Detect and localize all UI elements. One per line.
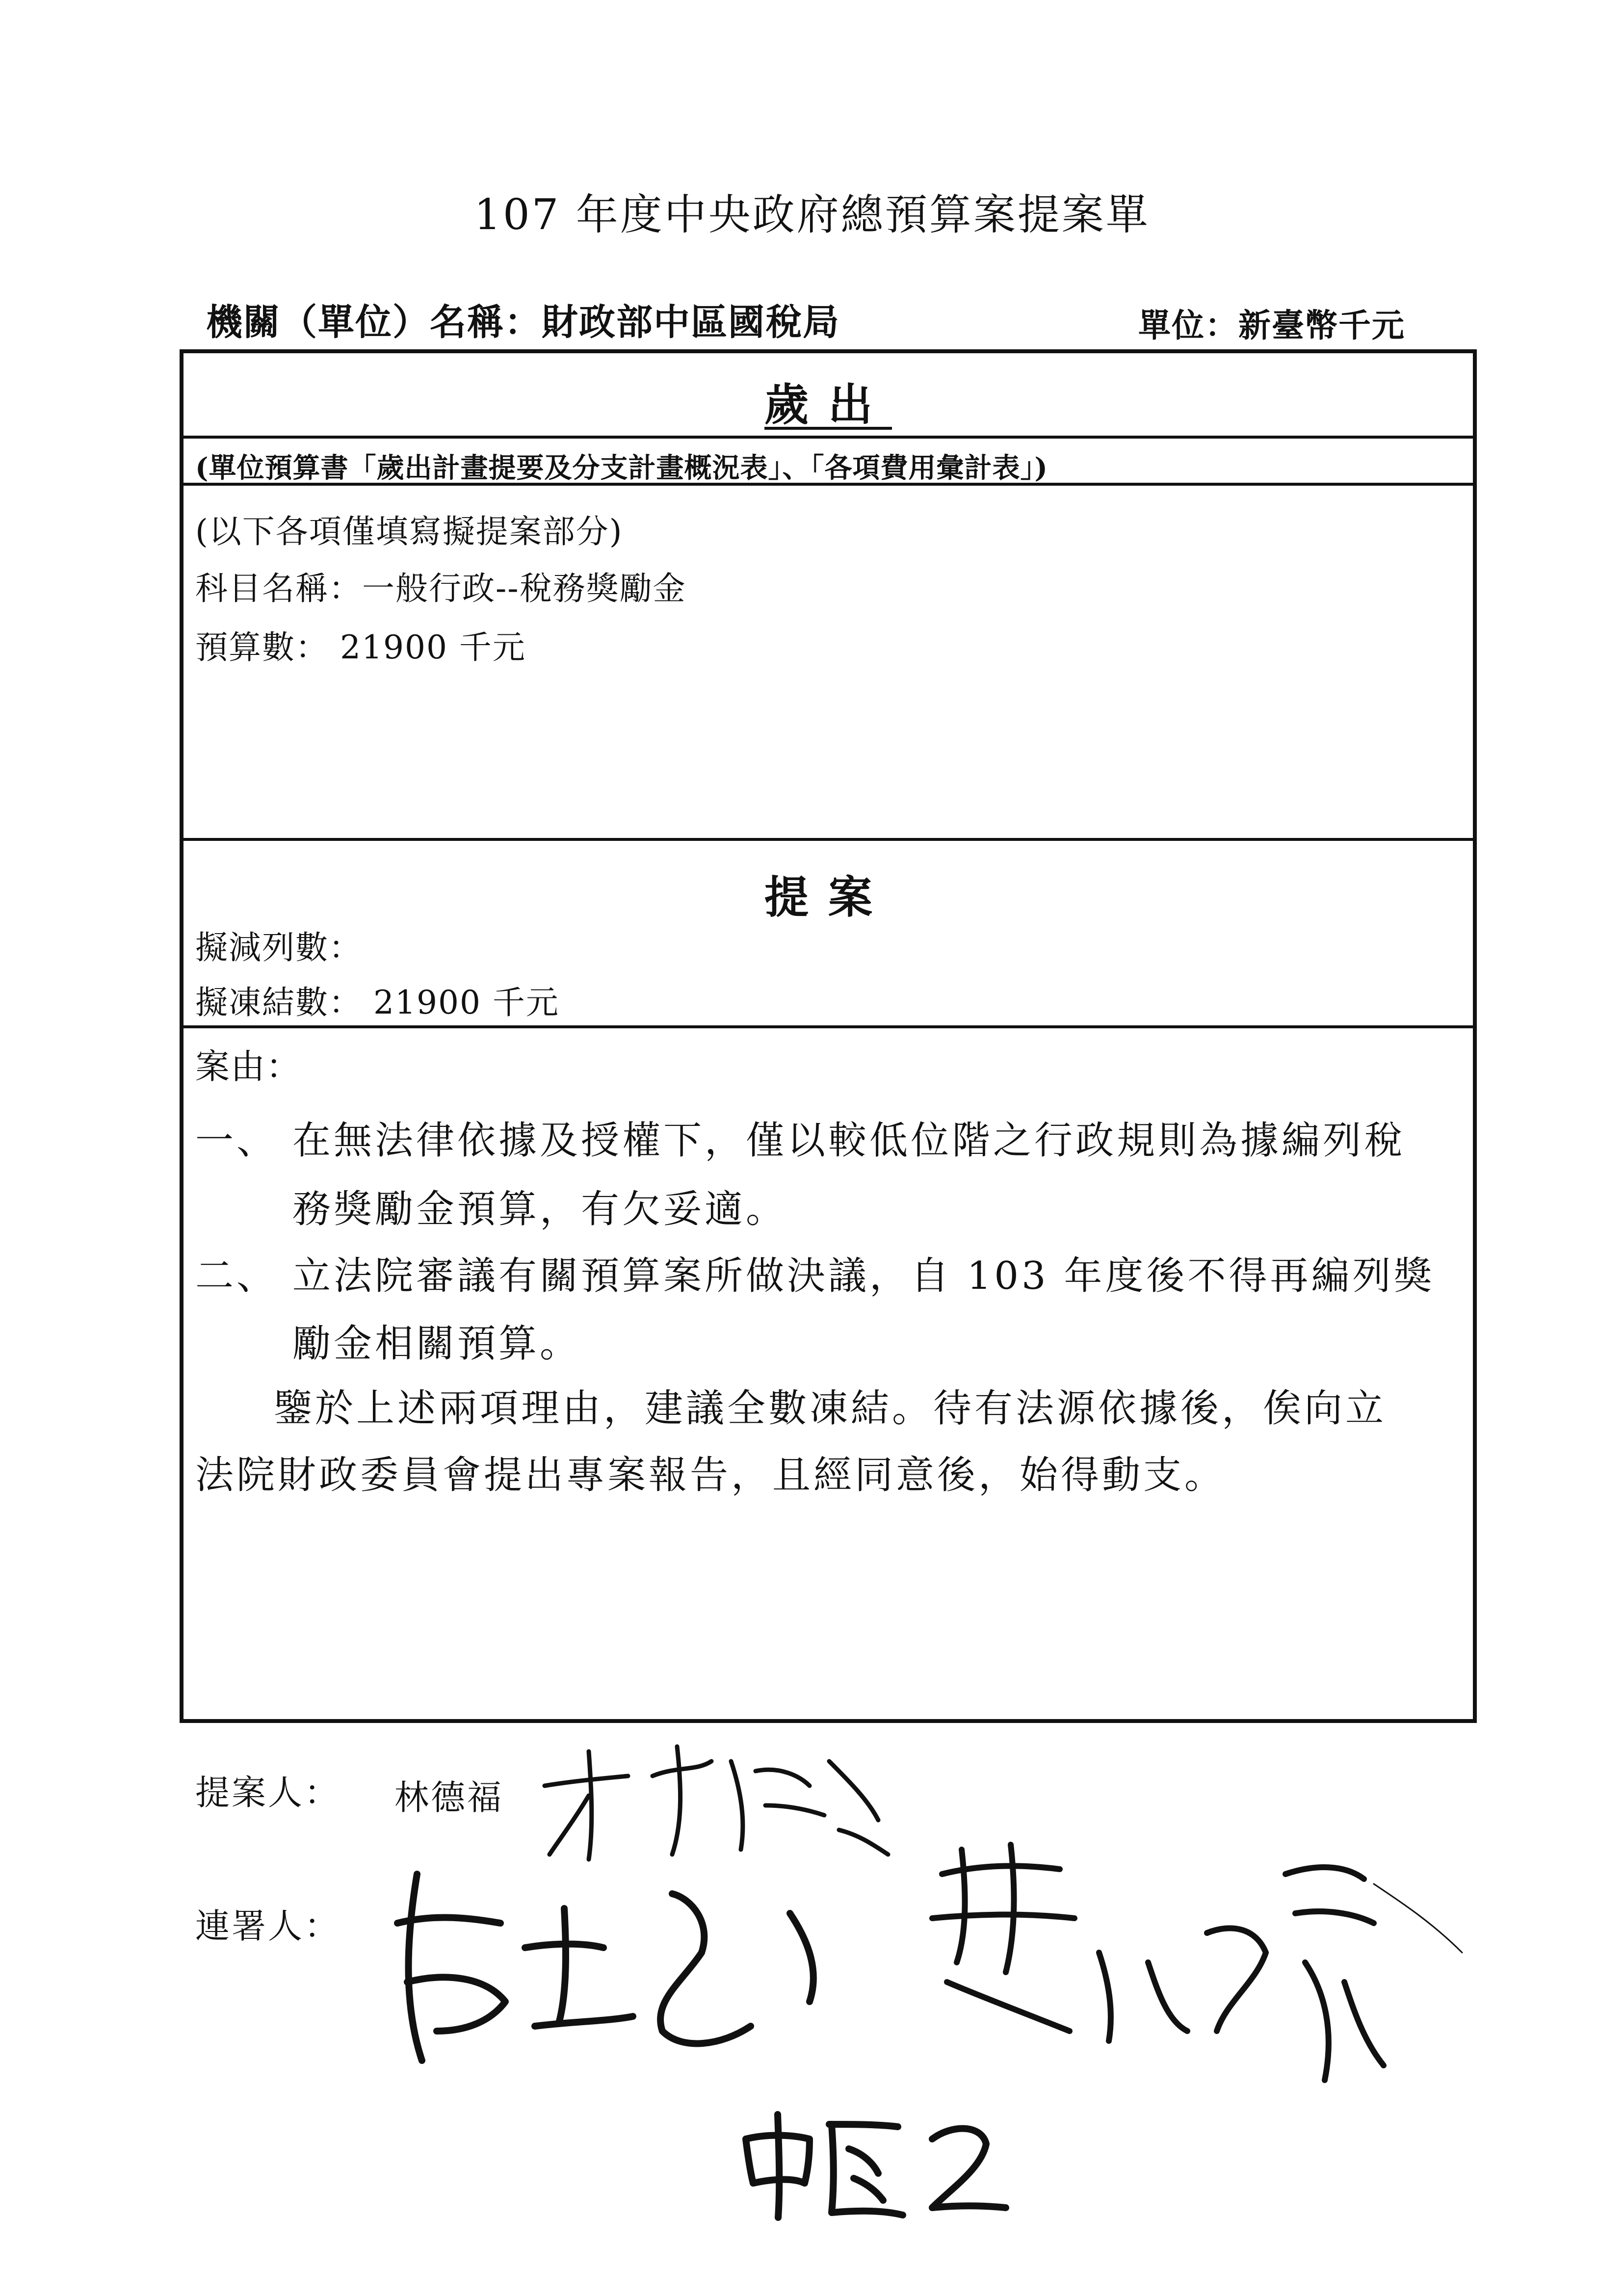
divider-line (180, 1025, 1477, 1028)
reason-item-1-line2: 務獎勵金預算，有欠妥適。 (292, 1187, 787, 1231)
expenditure-note: (單位預算書「歲出計畫提要及分支計畫概況表」、「各項費用彙計表」) (195, 452, 1048, 484)
agency-line (206, 293, 840, 345)
conclusion-line2: 法院財政委員會提出專案報告，且經同意後，始得動支。 (195, 1453, 1226, 1497)
reason-label: 案由： (195, 1046, 301, 1087)
document-title: 107 年度中央政府總預算案提案單 (474, 190, 1150, 239)
budget-amount: 預算數： 21900 千元 (195, 628, 526, 666)
divider-line (180, 838, 1477, 841)
freeze-amount: 擬凍結數： 21900 千元 (195, 984, 559, 1021)
agency-name: 財政部中區國稅局 (542, 301, 840, 343)
reduce-amount: 擬減列數： (195, 929, 362, 966)
form-frame (180, 349, 1477, 1723)
reason-marker-2: 二、 (195, 1254, 278, 1298)
agency-label: 機關（單位）名稱： (206, 301, 542, 343)
reason-marker-1: 一、 (195, 1119, 278, 1163)
subject-name: 科目名稱：一般行政--稅務獎勵金 (195, 570, 686, 607)
handwritten-mark (736, 2105, 1011, 2222)
cosigner-signature-1 (378, 1854, 888, 2080)
reason-item-2-line2: 勵金相關預算。 (292, 1322, 581, 1366)
unit-label: 單位：新臺幣千元 (1138, 306, 1405, 344)
reason-item-2-line1: 立法院審議有關預算案所做決議，自 103 年度後不得再編列獎 (292, 1254, 1435, 1298)
proposal-heading: 提案 (764, 871, 892, 923)
reason-item-1-line1: 在無法律依據及授權下，僅以較低位階之行政規則為據編列稅 (292, 1119, 1406, 1163)
instruction-text: (以下各項僅填寫擬提案部分) (195, 513, 623, 550)
proposer-name: 林德福 (394, 1777, 503, 1818)
expenditure-heading: 歲出 (764, 379, 892, 431)
proposer-label: 提案人： (195, 1773, 341, 1813)
cosigner-label: 連署人： (195, 1906, 341, 1946)
proposer-signature (535, 1732, 898, 1874)
cosigner-signature-2 (913, 1835, 1472, 2110)
conclusion-line1: 鑒於上述兩項理由，建議全數凍結。待有法源依據後，俟向立 (274, 1386, 1387, 1431)
divider-line (180, 436, 1477, 439)
